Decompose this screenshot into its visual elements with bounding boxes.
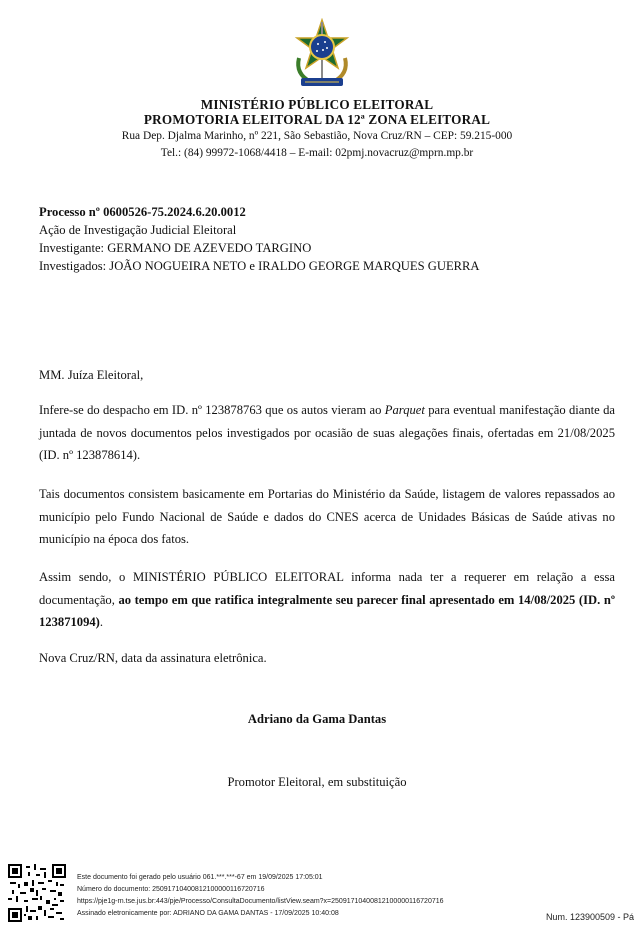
paragraph-2: Tais documentos consistem basicamente em Portarias do Ministério da Saúde, listagem de valores repassados ao município pelo Fundo Nacional de Saúde e dados do CNES acerca de Unidades Básicas de Saúde ativas no município na época dos fatos. (39, 487, 615, 546)
footer-doc-number: Número do documento: 25091710400812100000116720716 (77, 886, 265, 893)
footer-url[interactable]: https://pje1g-rn.tse.jus.br:443/pje/Processo/ConsultaDocumento/listView.seam?x=25091710400812100000116720716 (77, 898, 444, 905)
header-title: MINISTÉRIO PÚBLICO ELEITORAL (200, 97, 434, 112)
place-date: Nova Cruz/RN, data da assinatura eletrônica. (39, 651, 267, 665)
header-address: Rua Dep. Djalma Marinho, nº 221, São Sebastião, Nova Cruz/RN – CEP: 59.215-000 (121, 130, 513, 142)
footer-generated-by: Este documento foi gerado pelo usuário 061.***.***-67 em 19/09/2025 17:05:01 (77, 874, 323, 881)
parquet-term: Parquet (384, 403, 425, 417)
header-subtitle: PROMOTORIA ELEITORAL DA 12ª ZONA ELEITORAL (143, 112, 491, 127)
case-investigados: Investigados: JOÃO NOGUEIRA NETO e IRALDO GEORGE MARQUES GUERRA (39, 259, 480, 273)
header-contact: Tel.: (84) 99972-1068/4418 – E-mail: 02pmj.novacruz@mprn.mp.br (160, 147, 474, 159)
signer-role: Promotor Eleitoral, em substituição (227, 775, 407, 789)
case-investigante: Investigante: GERMANO DE AZEVEDO TARGINO (39, 241, 312, 255)
paragraph-3: Assim sendo, o MINISTÉRIO PÚBLICO ELEITORAL informa nada ter a requerer em relação a essa documentação, ao tempo em que ratifica integralmente seu parecer final apresentado em 14/08/2025 (ID. nº 123871094). (39, 570, 615, 629)
salutation: MM. Juíza Eleitoral, (39, 368, 144, 382)
paragraph-3-emphasis: ao tempo em que ratifica integralmente seu parecer final apresentado em 14/08/2025 (ID. nº 123871094) (39, 592, 615, 629)
brazil-coat-of-arms-icon (289, 18, 355, 90)
footer-page-number: Num. 123900509 - Pá (545, 912, 634, 922)
case-action: Ação de Investigação Judicial Eleitoral (39, 223, 237, 237)
signer-name: Adriano da Gama Dantas (247, 712, 387, 726)
qr-code-icon (8, 864, 66, 922)
paragraph-1: Infere-se do despacho em ID. nº 123878763 que os autos vieram ao Parquet para eventual manifestação diante da juntada de novos documentos pelos investigados por ocasião de suas alegações finais, ofertadas em 21/08/2025 (ID. nº 123878614). (39, 403, 615, 462)
footer-signed-by: Assinado eletronicamente por: ADRIANO DA GAMA DANTAS - 17/09/2025 10:40:08 (77, 910, 339, 917)
case-number: Processo nº 0600526-75.2024.6.20.0012 (39, 205, 246, 219)
